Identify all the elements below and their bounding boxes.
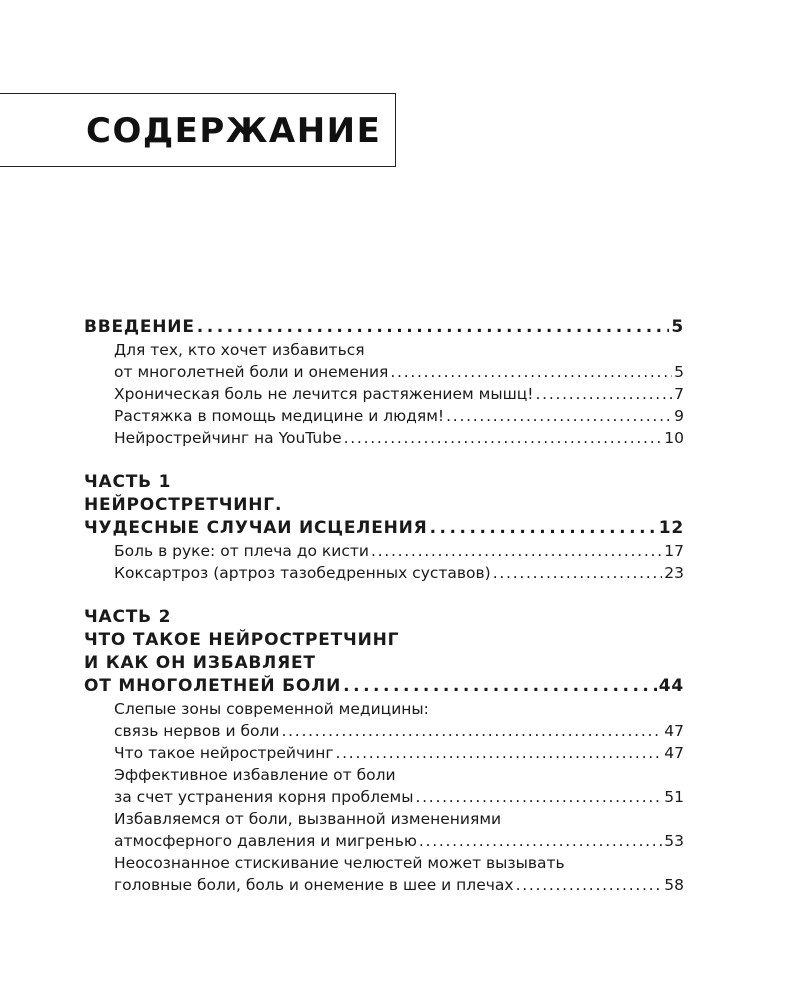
section-title: ЧУДЕСНЫЕ СЛУЧАИ ИСЦЕЛЕНИЯ [84,518,428,538]
entry-title: Для тех, кто хочет избавиться [114,341,365,359]
page-number: 51 [664,788,684,806]
page-number: 9 [674,407,684,425]
dot-leader [493,562,663,584]
dot-leader [335,742,662,764]
toc-entry[interactable] [84,405,684,427]
dot-leader [430,517,657,540]
page-number: 17 [664,542,684,560]
entry-title: связь нервов и боли [114,722,280,740]
toc-entry[interactable] [84,540,684,562]
toc-entry[interactable] [84,698,684,720]
toc-entry[interactable] [84,361,684,383]
toc-entry[interactable] [84,830,684,852]
toc-part-2-title[interactable] [84,675,684,698]
page-number: 44 [658,676,684,696]
dot-leader [197,316,670,339]
toc-entry[interactable] [84,562,684,584]
toc-entry[interactable] [84,874,684,896]
table-of-contents [84,316,684,896]
toc-entry[interactable] [84,720,684,742]
dot-leader [419,830,662,852]
page-number: 7 [674,385,684,403]
toc-entry[interactable] [84,852,684,874]
toc-entry[interactable] [84,427,684,449]
dot-leader [416,786,663,808]
entry-title: Эффективное избавление от боли [114,766,396,784]
entry-title: Растяжка в помощь медицине и людям! [114,407,445,425]
dot-leader [390,361,672,383]
toc-part-2-title[interactable]: И КАК ОН ИЗБАВЛЯЕТ [84,653,316,673]
page-number: 5 [674,363,684,381]
dot-leader [371,540,662,562]
page-number: 23 [664,564,684,582]
dot-leader [446,405,672,427]
page-number: 5 [671,317,684,337]
page-number: 12 [658,518,684,538]
entry-title: Коксартроз (артроз тазобедренных суставов) [114,564,491,582]
dot-leader [282,720,663,742]
toc-entry[interactable] [84,764,684,786]
entry-title: Хроническая боль не лечится растяжением мышц! [114,385,534,403]
entry-title: за счет устранения корня проблемы [114,788,414,806]
page-number: 47 [664,722,684,740]
toc-part-1-title[interactable]: НЕЙРОСТРЕТЧИНГ. [84,495,283,515]
toc-entry[interactable] [84,339,684,361]
toc-part-1-label: ЧАСТЬ 1 [84,472,172,492]
toc-part-2-title[interactable]: ЧТО ТАКОЕ НЕЙРОСТРЕТЧИНГ [84,630,400,650]
page-number: 10 [664,429,684,447]
page-number: 53 [664,832,684,850]
page-number: 47 [664,744,684,762]
section-title: ВВЕДЕНИЕ [84,317,195,337]
entry-title: Избавляемся от боли, вызванной изменениями [114,810,502,828]
dot-leader [516,874,663,896]
page-title: СОДЕРЖАНИЕ [86,111,382,151]
toc-entry[interactable] [84,786,684,808]
entry-title: от многолетней боли и онемения [114,363,389,381]
entry-title: Что такое нейрострейчинг [114,744,334,762]
entry-title: Боль в руке: от плеча до кисти [114,542,369,560]
toc-entry[interactable] [84,808,684,830]
section-title: ОТ МНОГОЛЕТНЕЙ БОЛИ [84,676,342,696]
toc-section-intro[interactable] [84,316,684,339]
entry-title: головные боли, боль и онемение в шее и плечах [114,876,514,894]
dot-leader [343,675,657,698]
entry-title: Неосознанное стискивание челюстей может вызывать [114,854,565,872]
toc-part-1-title[interactable] [84,517,684,540]
dot-leader [344,427,663,449]
toc-part-2-label: ЧАСТЬ 2 [84,607,172,627]
entry-title: атмосферного давления и мигренью [114,832,417,850]
toc-entry[interactable] [84,383,684,405]
entry-title: Нейрострейчинг на YouTube [114,429,342,447]
page-number: 58 [664,876,684,894]
toc-entry[interactable] [84,742,684,764]
entry-title: Слепые зоны современной медицины: [114,700,429,718]
dot-leader [536,383,673,405]
